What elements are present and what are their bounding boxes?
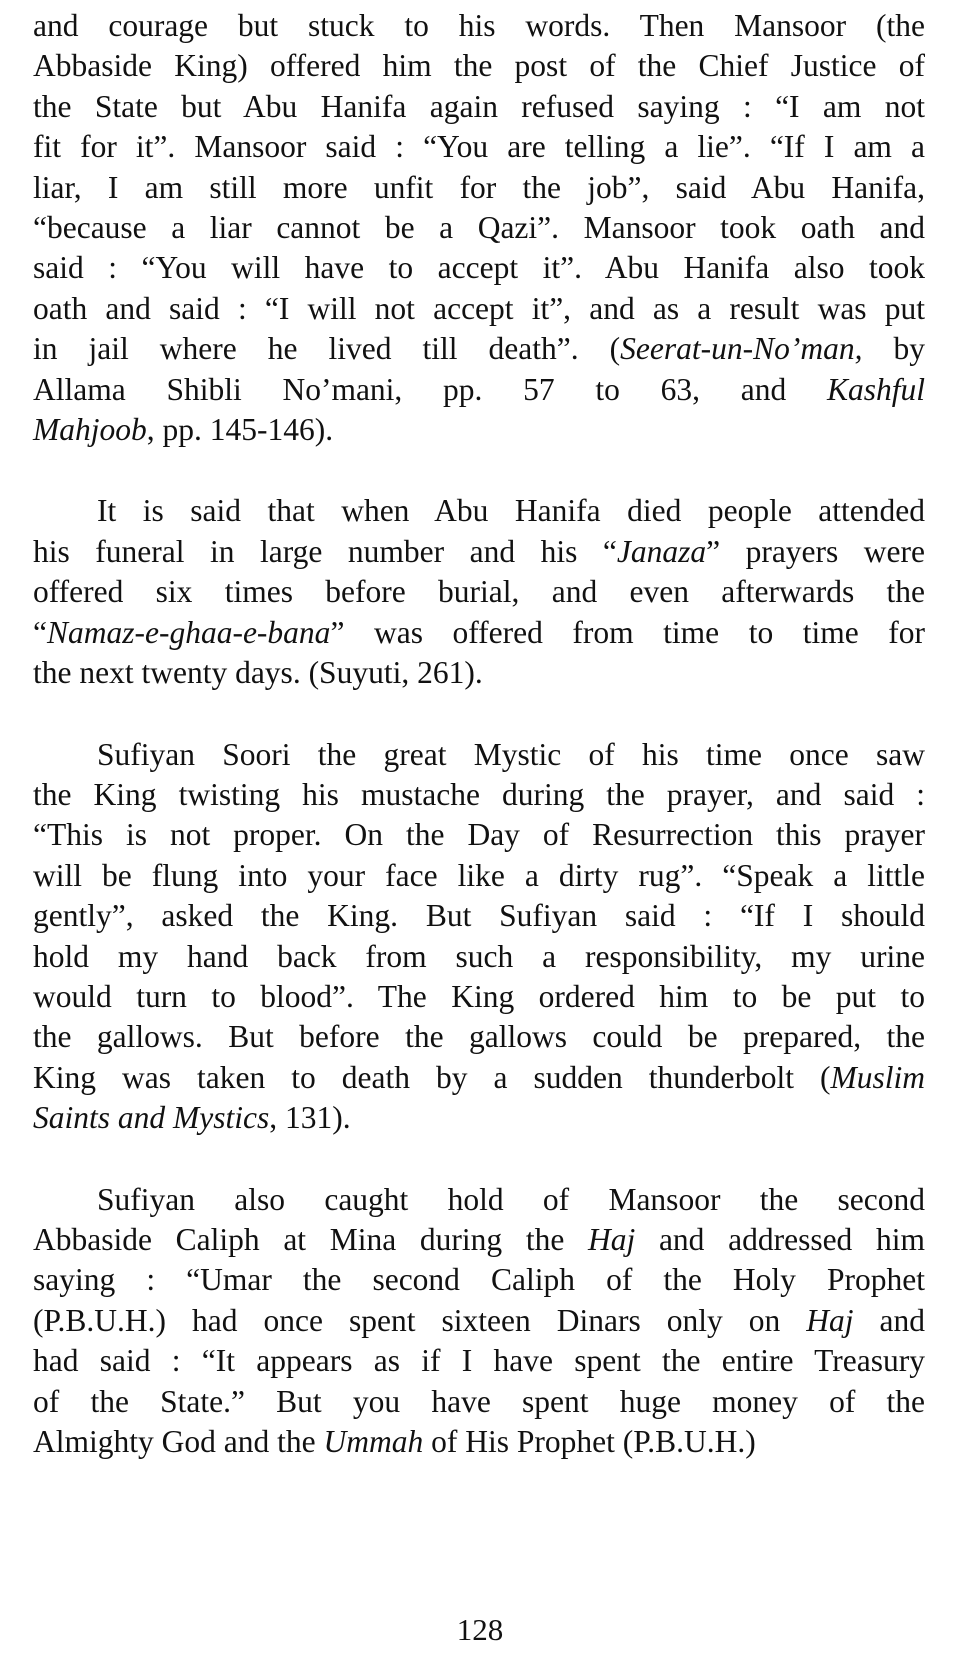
paragraph xyxy=(33,1180,925,1463)
text-line: (P.B.U.H.) had once spent sixteen Dinars only on Haj and xyxy=(33,1302,926,1338)
text-line: saying : “Umar the second Caliph of the Holy Prophet xyxy=(33,1262,925,1298)
text-line: his funeral in large number and his “Janaza” prayers were xyxy=(33,533,925,569)
paragraph-gap xyxy=(33,1139,925,1180)
text-line: “because a liar cannot be a Qazi”. Mansoor took oath and xyxy=(33,210,925,246)
text-line: would turn to blood”. The King ordered him to be put to xyxy=(33,978,925,1014)
text-line: hold my hand back from such a responsibility, my urine xyxy=(33,938,925,974)
text-line: Sufiyan Soori the great Mystic of his time once saw xyxy=(97,736,925,772)
text-line: Mahjoob, pp. 145-146). xyxy=(33,412,334,448)
text-line: gently”, asked the King. But Sufiyan said : “If I should xyxy=(33,898,925,934)
text-line: the gallows. But before the gallows could be prepared, the xyxy=(33,1019,925,1055)
paragraph-gap xyxy=(33,450,925,491)
text-line: offered six times before burial, and even afterwards the xyxy=(33,574,925,610)
text-line: of the State.” But you have spent huge money of the xyxy=(33,1383,925,1419)
text-line: said : “You will have to accept it”. Abu Hanifa also took xyxy=(33,250,925,286)
text-line: liar, I am still more unfit for the job”, said Abu Hanifa, xyxy=(33,169,925,205)
paragraph-gap xyxy=(33,694,925,735)
text-line: Abbaside Caliph at Mina during the Haj and addressed him xyxy=(33,1221,925,1257)
text-line: the King twisting his mustache during the prayer, and said : xyxy=(33,776,925,812)
paragraph xyxy=(33,735,925,1139)
text-line: the State but Abu Hanifa again refused saying : “I am not xyxy=(33,88,925,124)
text-line: “Namaz-e-ghaa-e-bana” was offered from time to time for xyxy=(33,614,925,650)
text-line: had said : “It appears as if I have spent the entire Treasury xyxy=(33,1343,925,1379)
paragraph xyxy=(33,6,925,450)
text-line: Abbaside King) offered him the post of the Chief Justice of xyxy=(33,48,925,84)
text-line: It is said that when Abu Hanifa died people attended xyxy=(97,493,925,529)
page-number: 128 xyxy=(456,1612,504,1647)
text-line: fit for it”. Mansoor said : “You are telling a lie”. “If I am a xyxy=(33,129,925,165)
text-line: Allama Shibli No’mani, pp. 57 to 63, and Kashful xyxy=(33,371,925,407)
text-line: Almighty God and the Ummah of His Prophet (P.B.U.H.) xyxy=(33,1424,756,1459)
text-line: in jail where he lived till death”. (Seerat-un-No’man, by xyxy=(33,331,925,367)
text-line: Sufiyan also caught hold of Mansoor the second xyxy=(97,1181,925,1217)
text-line: will be flung into your face like a dirty rug”. “Speak a little xyxy=(33,857,925,893)
text-line: and courage but stuck to his words. Then Mansoor (the xyxy=(33,8,925,43)
text-line: King was taken to death by a sudden thunderbolt (Muslim xyxy=(33,1059,925,1095)
paragraph xyxy=(33,491,925,693)
text-line: the next twenty days. (Suyuti, 261). xyxy=(33,655,483,691)
text-line: “This is not proper. On the Day of Resurrection this prayer xyxy=(33,817,925,853)
text-line: Saints and Mystics, 131). xyxy=(33,1100,351,1136)
body-text xyxy=(33,6,925,1462)
text-line: oath and said : “I will not accept it”, and as a result was put xyxy=(33,290,925,326)
